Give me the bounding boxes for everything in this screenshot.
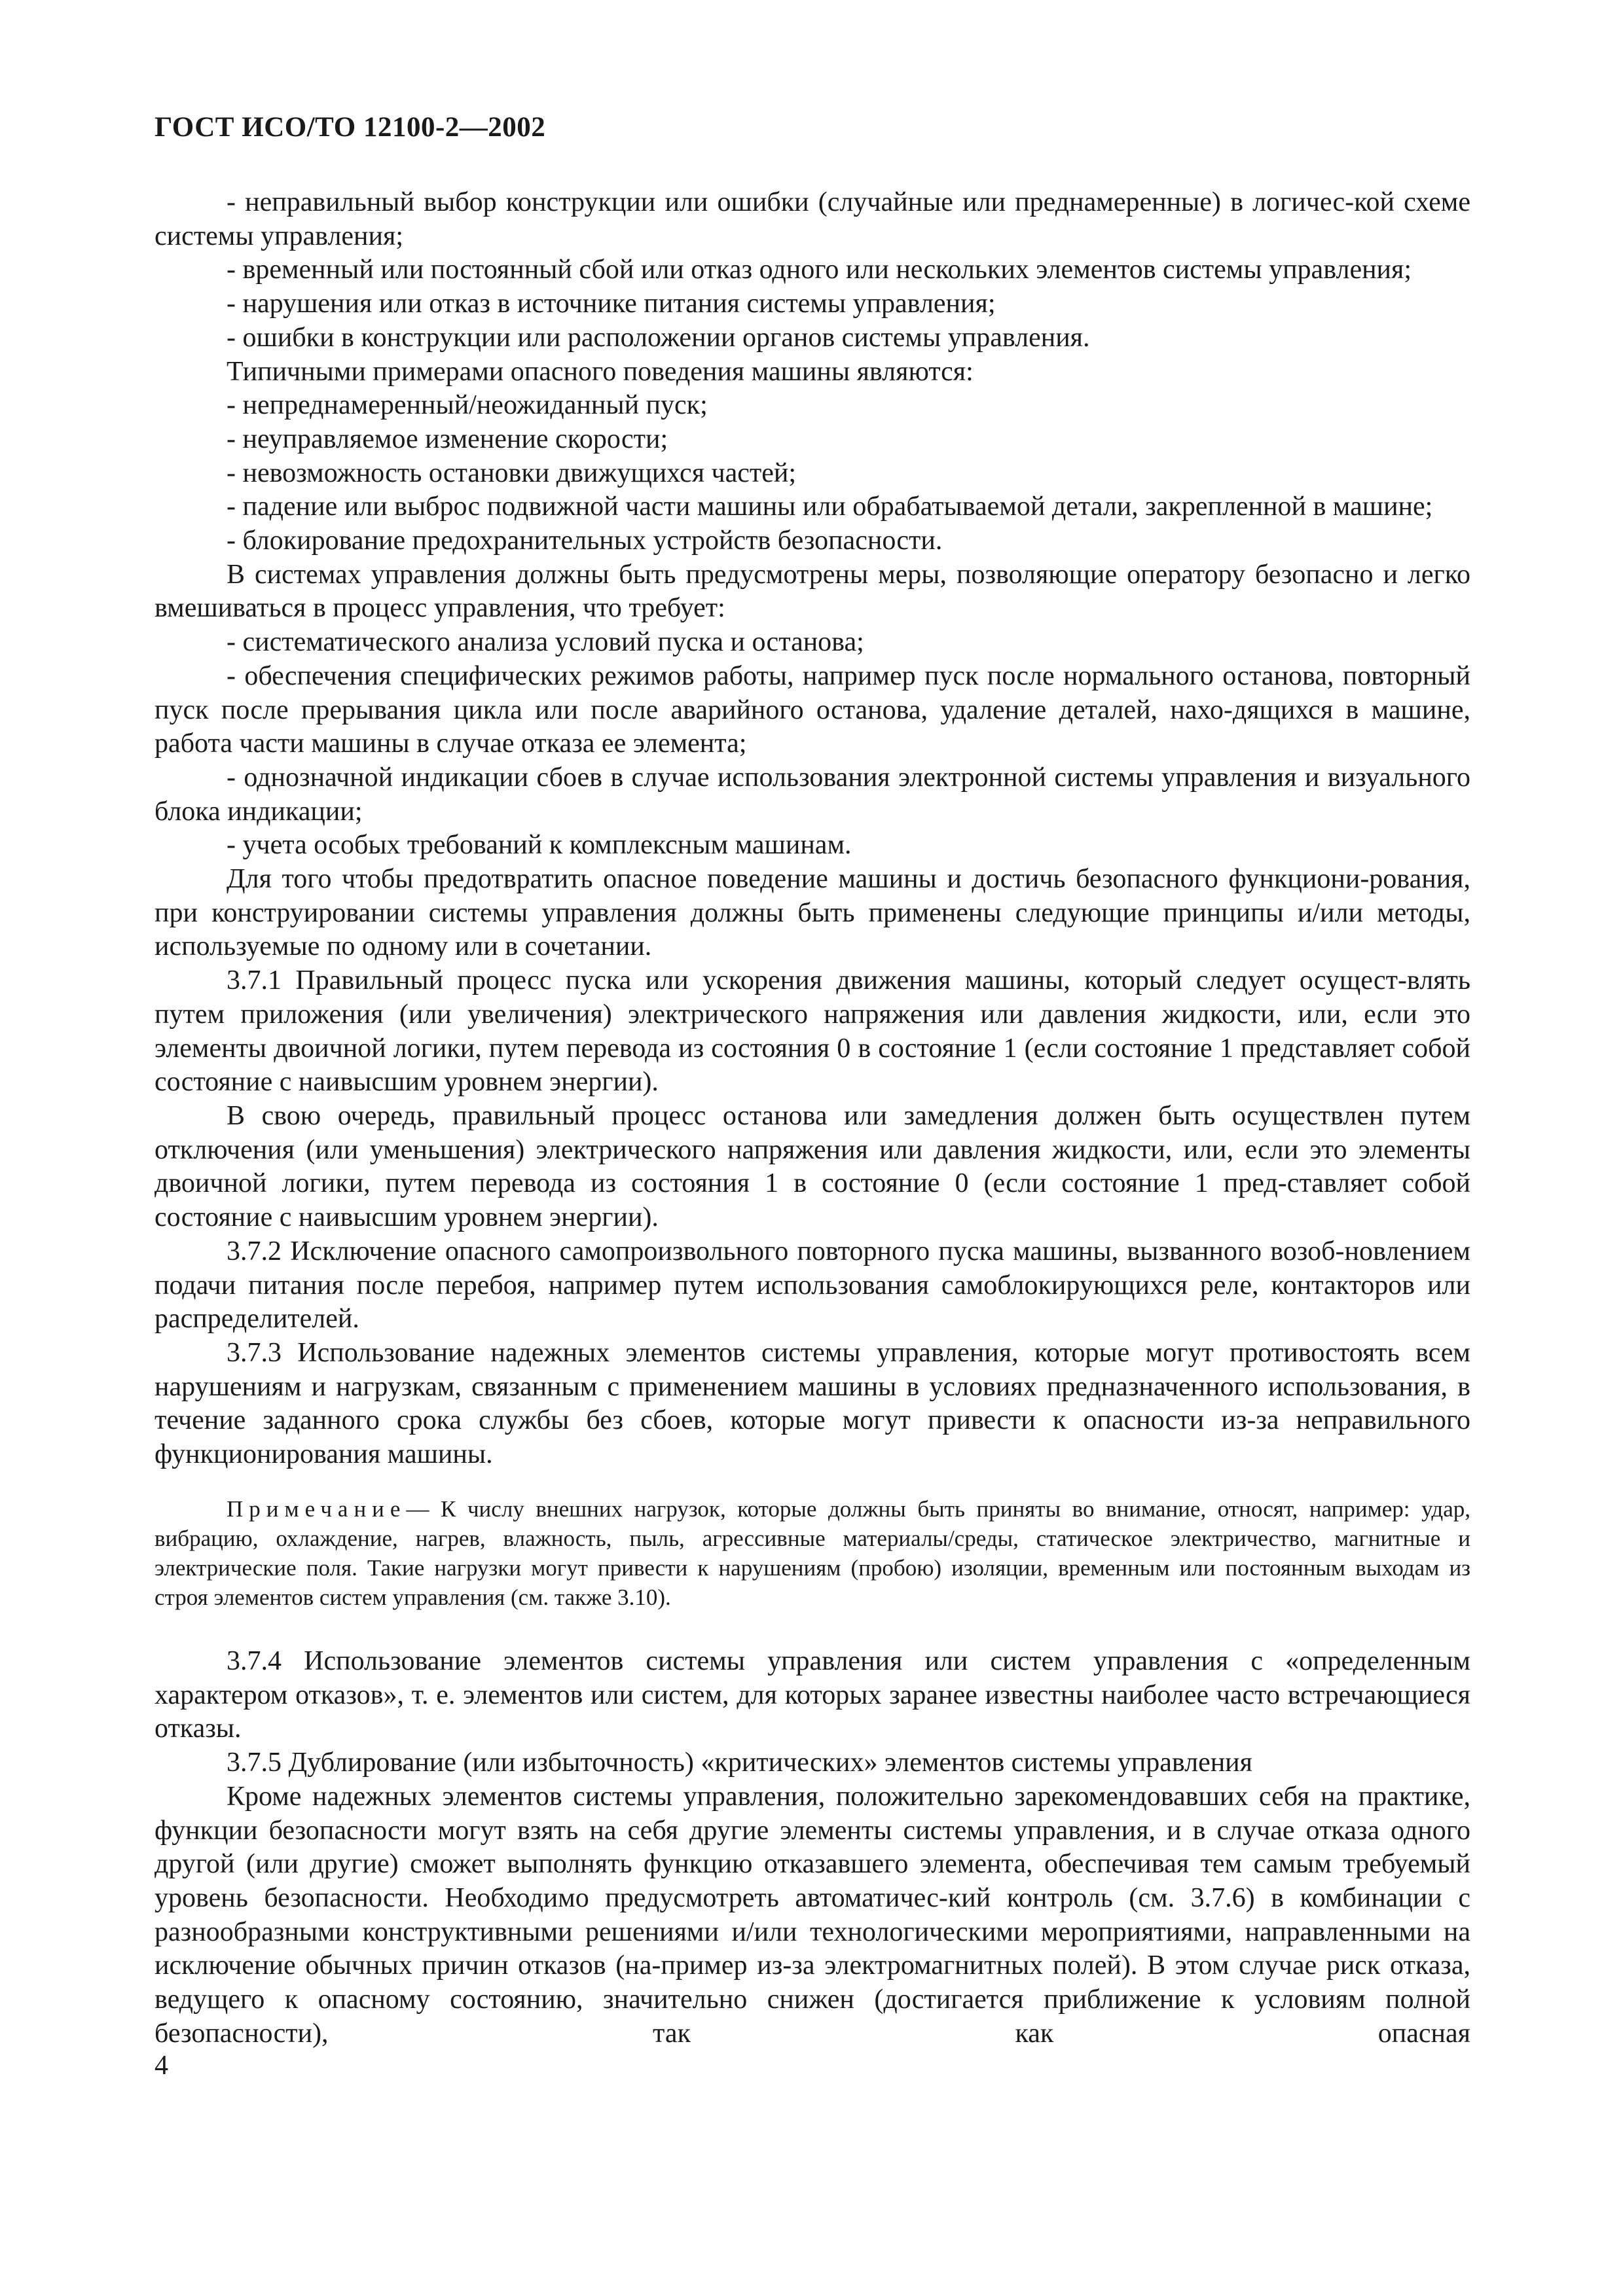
body-section-1 [155, 186, 1470, 1472]
paragraph: - временный или постоянный сбой или отказ одного или нескольких элементов системы управления; [227, 255, 1412, 285]
body-section-2 [155, 1645, 1470, 2051]
note-block [155, 1494, 1470, 1612]
paragraph: В свою очередь, правильный процесс останова или замедления должен быть осуществлен путем отключения (или уменьшения) электрического напряжения или давления жидкости, или, если это элементы двоичной логики, путем перевода из состояния 1 в состояние 0 (если состояние 1 пред-ставляет собой состояние с наивысшим уровнем энергии). [155, 1100, 1470, 1233]
paragraph: Для того чтобы предотвратить опасное поведение машины и достичь безопасного функциони-рования, при конструировании системы управления должны быть применены следующие принципы и/или методы, используемые по одному или в сочетании. [155, 864, 1470, 962]
paragraph: - ошибки в конструкции или расположении органов системы управления. [227, 322, 1090, 353]
paragraph: - неуправляемое изменение скорости; [227, 423, 668, 454]
paragraph: 3.7.4 Использование элементов системы управления или систем управления с «определенным характером отказов», т. е. элементов или систем, для которых заранее известны наиболее часто встречающиеся отказы. [155, 1646, 1470, 1744]
paragraph: - невозможность остановки движущихся частей; [227, 457, 797, 488]
paragraph: - неправильный выбор конструкции или ошибки (случайные или преднамеренные) в логичес-кой схеме системы управления; [155, 187, 1470, 251]
paragraph: Кроме надежных элементов системы управления, положительно зарекомендовавших себя на практике, функции безопасности могут взять на себя другие элементы системы управления, и в случае отказа одного другой (или другие) сможет выполнять функцию отказавшего элемента, обеспечивая тем самым требуемый уровень безопасности. Необходимо предусмотреть автоматичес-кий контроль (см. 3.7.6) в комбинации с разнообразными конструктивными решениями и/или технологическими мероприятиями, направленными на исключение обычных причин отказов (на-пример из-за электромагнитных полей). В этом случае риск отказа, ведущего к опасному состоянию, значительно снижен (достигается приближение к условиям полной безопасности), так как опасная [155, 1781, 1470, 2049]
paragraph: - нарушения или отказ в источнике питания системы управления; [227, 289, 996, 319]
paragraph: - обеспечения специфических режимов работы, например пуск после нормального останова, повторный пуск после прерывания цикла или после аварийного останова, удаление деталей, нахо-дящихся в машине, работа части машины в случае отказа ее элемента; [155, 660, 1470, 759]
paragraph: Типичными примерами опасного поведения машины являются: [227, 356, 974, 387]
paragraph: - систематического анализа условий пуска и останова; [227, 627, 864, 658]
page-number: 4 [155, 2051, 168, 2081]
paragraph: - падение или выброс подвижной части машины или обрабатываемой детали, закрепленной в машине; [227, 492, 1433, 522]
paragraph: 3.7.2 Исключение опасного самопроизвольного повторного пуска машины, вызванного возоб-новлением подачи питания после перебоя, например путем использования самоблокирующихся реле, контакторов или распределителей. [155, 1236, 1470, 1335]
paragraph: - непреднамеренный/неожиданный пуск; [227, 390, 708, 421]
note-paragraph [155, 1494, 1470, 1612]
paragraph: 3.7.1 Правильный процесс пуска или ускорения движения машины, который следует осущест-влять путем приложения (или увеличения) электрического напряжения или давления жидкости, или, если это элементы двоичной логики, путем перевода из состояния 0 в состояние 1 (если состояние 1 представляет собой состояние с наивысшим уровнем энергии). [155, 965, 1470, 1098]
paragraph: - блокирование предохранительных устройств безопасности. [227, 526, 943, 556]
paragraph: - учета особых требований к комплексным машинам. [227, 830, 852, 861]
paragraph: 3.7.5 Дублирование (или избыточность) «критических» элементов системы управления [227, 1748, 1252, 1778]
paragraph: - однозначной индикации сбоев в случае использования электронной системы управления и визуального блока индикации; [155, 762, 1470, 827]
paragraph: 3.7.3 Использование надежных элементов системы управления, которые могут противостоять всем нарушениям и нагрузкам, связанным с применением машины в условиях предназначенного использования, в течение заданного срока службы без сбоев, которые могут привести к опасности из-за неправильного функционирования машины. [155, 1337, 1470, 1470]
document-header: ГОСТ ИСО/ТО 12100-2—2002 [155, 112, 546, 143]
note-label: Примечание [227, 1496, 407, 1522]
paragraph: В системах управления должны быть предусмотрены меры, позволяющие оператору безопасно и легко вмешиваться в процесс управления, что требует: [155, 559, 1470, 624]
note-text: — К числу внешних нагрузок, которые должны быть приняты во внимание, относят, например: удар, вибрацию, охлаждение, нагрев, влажность, пыль, агрессивные материалы/среды, статическое электричество, магнитные и электрические поля. Такие нагрузки могут привести к нарушениям (пробою) изоляции, временным или постоянным выходам из строя элементов систем управления (см. также 3.10). [155, 1496, 1470, 1610]
